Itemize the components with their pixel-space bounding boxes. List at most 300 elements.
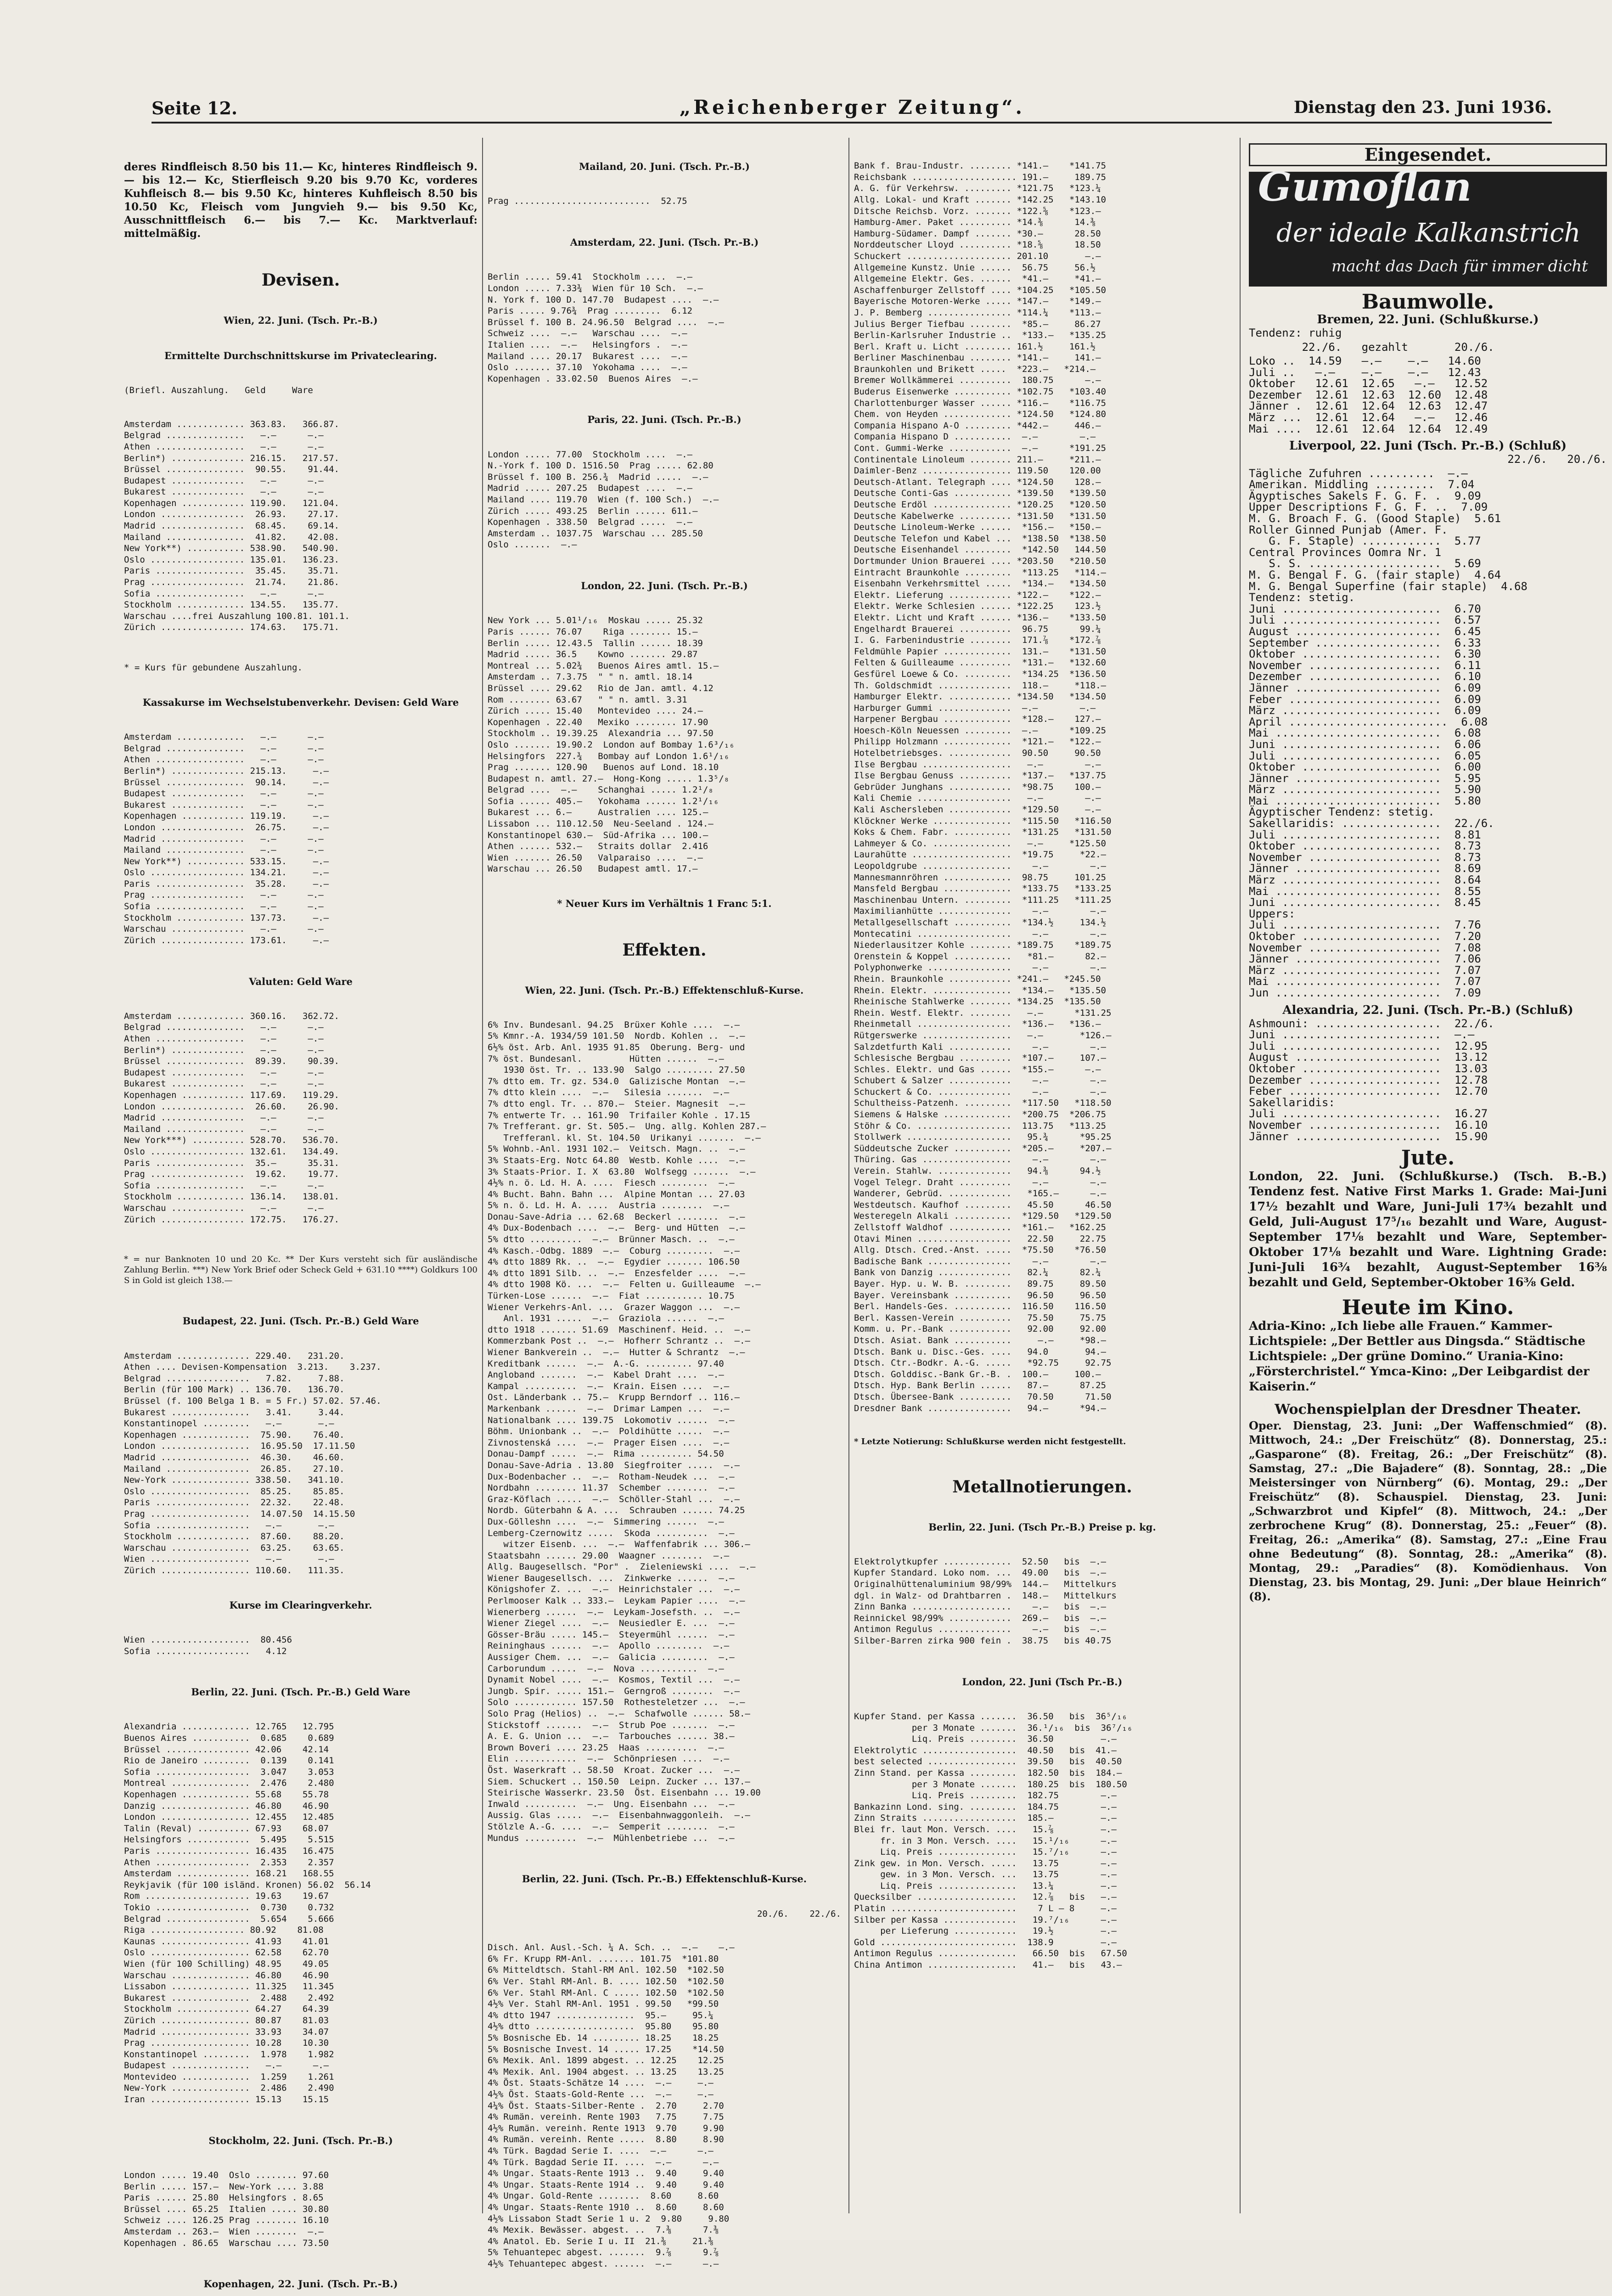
table-row: November .................... 7.08 <box>1249 941 1481 954</box>
table-row: Jungb. Spir. ..... 151.— Gerngroß ........ —.— <box>488 1686 740 1696</box>
table-row: Sofia ...... 405.— Yokohama ...... 1.2¹/₁₆ <box>488 796 719 806</box>
table-row: Laurahütte ................... *19.75 *22.— <box>854 850 1106 860</box>
mailand-heading: Mailand, 20. Juni. (Tsch. Pr.-B.) <box>579 161 750 173</box>
table-row: Trefferanl. kl. St. 104.50 Urikanyi ....... —.— <box>488 1132 761 1143</box>
table-row: Madrid ................ —.— —.— <box>124 1113 324 1123</box>
bremen-table <box>1249 354 1607 433</box>
table-row: Disch. Anl. Ausl.-Sch. ¼ A. Sch. .. —.— —.— <box>488 1942 735 1953</box>
table-row: Paris .................. 22.32. 22.48. <box>124 1497 345 1508</box>
table-row: Juli ........................ 8.81 <box>1249 828 1481 841</box>
table-row: Brüssel ............... 90.14. —.— <box>124 777 329 788</box>
table-row: Madrid ................ —.— —.— <box>124 833 324 844</box>
table-row: Dtsch. Ctr.-Bodkr. A.-G. ..... *92.75 92.75 <box>854 1358 1112 1368</box>
table-row: Rom ........ 63.67 " " n. amtl. 3.31 <box>488 694 687 705</box>
table-row: Buderus Eisenwerke ........... *102.75 *103.40 <box>854 387 1106 397</box>
table-row: Elin ............ —.— Schönpriesen .... —.— <box>488 1754 730 1764</box>
table-row: Athen ...... 532.— Straits dollar 2.416 <box>488 841 708 852</box>
table-row: Berl. Kassen-Verein .......... 75.50 75.75 <box>854 1312 1106 1323</box>
table-row: Konstantinopel 630.— Süd-Afrika ... 100.— <box>488 830 708 840</box>
table-row: fr. in 3 Mon. Versch. .... 15.¹/₁₆ —.— <box>854 1835 1117 1846</box>
column-1 <box>124 138 477 2290</box>
table-row: Zinn Straits .................. 185.— —.— <box>854 1813 1117 1823</box>
table-row: Kopenhagen . 86.65 Warschau .... 73.50 <box>124 2238 329 2248</box>
table-row: Zürich ..... 15.40 Montevideo .... 24.— <box>488 706 703 716</box>
liverpool-column-headers: 22./6. 20./6. <box>1507 453 1607 466</box>
table-row: Liq. Preis ............... 15.⁷/₁₆ —.— <box>854 1847 1117 1857</box>
table-row: Steirische Wasserkr. 23.50 Öst. Eisenbahn ... 19.00 <box>488 1788 761 1798</box>
table-row: Talin (Reval) .......... 67.93 68.07 <box>124 1823 329 1834</box>
table-row: Paris ................. 35.28. —.— <box>124 878 329 889</box>
table-row: Brüssel f. 100 B. 24.96.50 Belgrad .... —.— <box>488 317 724 327</box>
table-row: New York**) ........... 533.15. —.— <box>124 856 329 867</box>
table-row: Kopenhagen ............ 119.90. 121.04. <box>124 498 339 508</box>
table-row: Rom .................... 19.63 19.67 <box>124 1891 329 1902</box>
table-row: Schubert & Salzer ............ —.— —.— <box>854 1075 1106 1086</box>
table-row: Badische Bank ................ —.— —.— <box>854 1256 1106 1266</box>
table-row: 4% Bucht. Bahn. Bahn ... Alpine Montan ... 27.03 <box>488 1189 745 1199</box>
table-row: Brüssel f. 100 B. 256.¾ Madrid ..... —.— <box>488 472 708 482</box>
metall-london-table <box>854 1711 1230 1971</box>
table-row: Amsterdam ............. 360.16. 362.72. <box>124 1011 339 1021</box>
table-row: Amsterdam .. 7.3.75 " " n. amtl. 18.14 <box>488 672 693 682</box>
table-row: Vogel Telegr. Draht .......... —.— —.— <box>854 1177 1106 1187</box>
table-row: Wiener Ziegel .... —.— Neusiedler E. ... —.— <box>488 1618 735 1629</box>
table-row: Kupfer Stand. per Kassa ....... 36.50 bis 36⁵/₁₆ <box>854 1711 1127 1722</box>
table-row: Antimon Regulus .............. —.— bis —.— <box>854 1624 1106 1635</box>
table-row: Prag .................. 19.62. 19.77. <box>124 1169 339 1180</box>
column-rule <box>848 138 849 2213</box>
table-row: Athen ................. —.— —.— <box>124 1034 324 1044</box>
table-row: Ilse Bergbau Genuss .......... *137.— *137.75 <box>854 771 1106 781</box>
table-row: Oktober ..................... 7.20 <box>1249 930 1481 943</box>
table-row: Siem. Schuckert .. 150.50 Leipn. Zucker ... 137.— <box>488 1776 750 1787</box>
table-row: 4% dtto 1908 Kö. ... —.— Felten u. Guilleaume —.— <box>488 1279 761 1290</box>
table-row: 7% Trefferant. gr. St. 505.— Ung. allg. Kohlen 287.— <box>488 1121 766 1132</box>
table-row: Deutsche Kabelwerke .......... *131.50 *131.50 <box>854 511 1106 521</box>
table-row: Bukarest ............... 2.488 2.492 <box>124 1992 334 2003</box>
table-row: Böhm. Unionbank .. —.— Poldihütte ..... —.— <box>488 1426 730 1437</box>
table-row: 6% Mexik. Anl. 1899 abgest. .. 12.25 12.25 <box>488 2055 724 2066</box>
table-row: Wien (für 100 Schilling) 48.95 49.05 <box>124 1958 329 1969</box>
table-row: Gesfürel Loewe & Co. ......... *134.25 *136.50 <box>854 669 1106 679</box>
table-row: Markenbank ...... —.— Drimar Lampen ... —.— <box>488 1403 730 1414</box>
table-row: Jänner ...................... 5.95 <box>1249 771 1481 785</box>
table-row: Wiener Verkehrs-Anl. ... Grazer Waggon ... —.— <box>488 1302 740 1312</box>
table-row: Rhein. Braunkohle ............ *241.— *245.50 <box>854 974 1101 984</box>
table-row: Nordbahn ........ 11.37 Schember ........ —.— <box>488 1483 735 1493</box>
table-row: Brüssel (f. 100 Belga 1 B. = 5 Fr.) 57.02. 57.46. <box>124 1396 382 1407</box>
table-row: Niederlausitzer Kohle ........ *189.75 *189.75 <box>854 940 1112 951</box>
table-row: 4% dtto 1891 Silb. .. —.— Enzesfelder .... —.— <box>488 1268 745 1278</box>
table-row: Hamburg-Südamer. Dampf ....... *30.— 28.50 <box>854 228 1101 239</box>
table-row: 6% Ver. Stahl RM-Anl. C ..... 102.50 *102.50 <box>488 1987 724 1998</box>
table-row: Philipp Holzmann ............. *121.— *122.— <box>854 737 1101 747</box>
table-row: 4% Türk. Bagdad Serie II. .... —.— —.— <box>488 2157 719 2167</box>
table-row: 4½% Ver. Stahl RM-Anl. 1951 . 99.50 *99.50 <box>488 1999 719 2009</box>
table-row: London ..... 77.00 Stockholm .... —.— <box>488 449 693 460</box>
table-row: Lahmeyer & Co. ............... —.— *125.50 <box>854 838 1106 849</box>
table-row: Nationalbank .... 139.75 Lokomotiv ...... —.— <box>488 1415 735 1425</box>
table-row: witzer Eisenb. ... —.— Waffenfabrik ... 306.— <box>488 1539 750 1550</box>
table-row: 4% Rumän. vereinh. Rente ..... 8.80 8.90 <box>488 2134 724 2145</box>
table-row: Hoesch-Köln Neuessen ......... —.— *109.25 <box>854 725 1106 736</box>
table-row: Sofia .................. 4.12 <box>124 1646 287 1656</box>
table-row: Bayerische Motoren-Werke ..... *147.— *149.— <box>854 296 1101 307</box>
table-row: Originalhüttenaluminium 98/99% 144.— Mittelkurs <box>854 1579 1117 1590</box>
table-row: 7% entwerte Tr. .. 161.90 Trifailer Kohle . 17.15 <box>488 1110 750 1120</box>
table-row: Rhein. Elektr. ............... *134.— *135.50 <box>854 985 1106 996</box>
table-row: Kopenhagen . 33.02.50 Buenos Aires —.— <box>488 373 698 384</box>
table-row: Mai ......................... 6.08 <box>1249 726 1481 740</box>
valuten-heading: Valuten: Geld Ware <box>249 975 353 987</box>
table-row: Paris ...... 25.80 Helsingfors . 8.65 <box>124 2193 324 2203</box>
table-row: Rio de Janeiro ......... 0.139 0.141 <box>124 1756 334 1766</box>
table-row: Ost. Länderbank .. 75.— Krupp Berndorf .. 116.— <box>488 1392 740 1403</box>
table-row: Wanderer, Gebrüd. ............ *165.— —.— <box>854 1188 1106 1199</box>
table-row: Öst. Waserkraft .. 58.50 Kroat. Zucker ... —.— <box>488 1765 740 1775</box>
table-row: Allg. Dtsch. Cred.-Anst. ..... *75.50 *76.50 <box>854 1245 1106 1255</box>
ad-subline: macht das Dach für immer dicht <box>1331 257 1588 276</box>
table-row: Silber-Barren zirka 900 fein . 38.75 bis 40.75 <box>854 1636 1112 1646</box>
table-row: Budapest .............. —.— —.— <box>124 1067 324 1078</box>
table-row: Thüring. Gas ................. —.— —.— <box>854 1154 1106 1165</box>
paris-table <box>488 449 841 551</box>
wien-column-headers: (Briefl. Auszahlung. Geld Ware <box>124 385 313 395</box>
table-row: Amsterdam .............. 168.21 168.55 <box>124 1868 334 1879</box>
table-row: Berlin*) .............. —.— —.— <box>124 1045 324 1055</box>
table-row: 4% Mexik. Bewässer. abgest. .. 7.⅜ 7.⅜ <box>488 2225 719 2235</box>
table-row: 4% Kasch.-Odbg. 1889 —.— Coburg ......... —.— <box>488 1245 740 1256</box>
table-row: 4% Öst. Staats-Schätze 14 .... —.— —.— <box>488 2078 713 2088</box>
london-note: * Neuer Kurs im Verhältnis 1 Franc 5:1. <box>557 898 772 910</box>
table-row: Warschau ............... 46.80 46.90 <box>124 1970 329 1981</box>
table-row: Th. Goldschmidt .............. 118.— *118.— <box>854 680 1106 691</box>
table-row: Dux-Gölleshn .... —.— Simmering ...... —.— <box>488 1516 724 1527</box>
table-row: Braunkohlen und Brikett ..... *223.— *214.— <box>854 364 1096 374</box>
table-row: Riga .................. 80.92 81.08 <box>124 1925 324 1936</box>
table-row: Liq. Preis ......... 182.75 —.— <box>854 1790 1117 1801</box>
table-row: I. G. Farbenindustrie ........ 171.⅞ *172.⅞ <box>854 635 1101 646</box>
table-row: Jänner . 12.61 12.64 12.63 12.47 <box>1249 400 1488 413</box>
alexandria-table <box>1249 1017 1607 1141</box>
table-row: G. F. Staple) ............ 5.77 <box>1249 535 1481 548</box>
table-row: Rhein. Westf. Elektr. ........ —.— *131.25 <box>854 1007 1112 1018</box>
london-heading: London, 22. Juni. (Tsch. Pr.-B.) <box>581 580 748 592</box>
ad-slogan: der ideale Kalkanstrich <box>1276 218 1581 248</box>
mailand-table <box>488 196 841 207</box>
table-row: N. York f. 100 D. 147.70 Budapest .... —.— <box>488 294 719 305</box>
table-row: Lissabon ............... 11.325 11.345 <box>124 1981 334 1992</box>
jute-heading: Jute. <box>1401 1146 1455 1170</box>
table-row: Bank von Danzig .............. 82.¼ 82.¼ <box>854 1267 1101 1278</box>
table-row: März ........................ 5.90 <box>1249 783 1481 796</box>
table-row: per 3 Monate ....... 36.¹/₁₆ bis 36⁷/₁₆ <box>854 1722 1133 1733</box>
table-row: China Antimon ................. 41.— bis 43.— <box>854 1960 1122 1970</box>
table-row: Platin ........................ 7 L — 8 —.— <box>854 1903 1117 1914</box>
table-row: Oslo .................. 135.01. 136.23. <box>124 554 339 565</box>
table-row: Hamburg-Amer. Paket .......... *14.⅜ 14.⅜ <box>854 217 1096 228</box>
table-row: Schuckert & Co. .............. —.— —.— <box>854 1086 1106 1097</box>
table-row: September ................... 6.33 <box>1249 636 1481 649</box>
table-row: Kampal .......... —.— Krain. Eisen .... —.— <box>488 1381 730 1391</box>
table-row: Feber ....................... 12.70 <box>1249 1085 1488 1098</box>
table-row: Hotelbetriebsges. ............ 90.50 90.50 <box>854 748 1101 759</box>
wien-table <box>124 419 477 633</box>
table-row: M. G. Broach F. G. (Good Staple) 5.61 <box>1249 512 1501 525</box>
table-row: Kopenhagen . 338.50 Belgrad ..... —.— <box>488 517 693 528</box>
table-row: Mai .... 12.61 12.64 12.64 12.49 <box>1249 422 1488 435</box>
table-row: Bremer Wollkämmerei .......... 180.75 —.— <box>854 375 1101 386</box>
table-row: Blei fr. laut Mon. Versch. .... 15.⅞ —.— <box>854 1824 1117 1835</box>
table-row: Berlin ..... 59.41 Stockholm .... —.— <box>488 272 693 282</box>
table-row: 5% Bosnische Eb. 14 ......... 18.25 18.25 <box>488 2033 719 2043</box>
table-row: Zivnostenská .... —.— Prager Eisen .... —.— <box>488 1437 730 1448</box>
table-row: Harburger Gummi .............. —.— —.— <box>854 703 1096 713</box>
table-row: Brüssel .... 65.25 Italien ..... 30.80 <box>124 2204 329 2214</box>
table-row: 5% Kmnr.-A. 1934/59 101.50 Nordb. Kohlen .. —.— <box>488 1031 745 1041</box>
table-row: London ................. 16.95.50 17.11.50 <box>124 1441 355 1452</box>
table-row: Oslo ................... 85.25. 85.85. <box>124 1486 345 1497</box>
table-row: Dtsch. Hyp. Bank Berlin ...... 87.— 87.25 <box>854 1380 1106 1391</box>
stockholm-heading: Stockholm, 22. Juni. (Tsch. Pr.-B.) <box>208 2134 393 2146</box>
berlin-heading: Berlin, 22. Juni. (Tsch. Pr.-B.) Geld Ware <box>191 1686 410 1698</box>
table-row: Bukarest .............. —.— —.— <box>124 487 324 497</box>
column-rule <box>482 138 483 2213</box>
table-row: Berlin ..... 157.— New-York .... 3.88 <box>124 2181 324 2192</box>
table-row: Zürich ..... 493.25 Berlin ...... 611.— <box>488 506 698 516</box>
table-row: 6% Ver. Stahl RM-Anl. B. .... 102.50 *102.50 <box>488 1976 724 1987</box>
table-row: Berliner Maschinenbau ........ *141.— 141.— <box>854 353 1101 363</box>
table-row: Gold .......................... 138.9 —.— <box>854 1937 1117 1947</box>
table-row: Donau-Save-Adria ... 62.68 Beckerl ........ —.— <box>488 1211 745 1222</box>
table-row: Stickstoff ....... —.— Strub Poe ....... —.— <box>488 1720 735 1730</box>
table-row: 5% Wohnb.-Anl. 1931 102.— Veitsch. Magn. .. —.— <box>488 1144 745 1154</box>
table-row: Upper Descriptions F. G. F. .. 7.09 <box>1249 501 1488 514</box>
table-row: Lemberg-Czernowitz ..... Skoda .......... —.— <box>488 1528 735 1538</box>
table-row: Graz-Köflach ..... —.— Schöller-Stahl ... —.— <box>488 1494 740 1504</box>
valuten-table <box>124 1011 477 1225</box>
table-row: Reykjavik (für 100 isländ. Kronen) 56.02 56.14 <box>124 1880 371 1890</box>
table-row: Continentale Linoleum ........ 211.— *211.— <box>854 454 1101 465</box>
table-row: 5% Tehuantepec abgest. ....... 9.⅞ 9.⅞ <box>488 2247 719 2258</box>
table-row: Amerikan. Middling ......... 7.04 <box>1249 478 1475 491</box>
table-row: 4½% n. ö. Ld. H. A. .... Fiesch ......... —.— <box>488 1178 735 1188</box>
table-row: S. S. .................... 5.69 <box>1249 557 1481 570</box>
table-row: Chem. von Heyden ............. *124.50 *124.80 <box>854 409 1106 420</box>
table-row: Daimler-Benz ................. 119.50 120.00 <box>854 466 1101 476</box>
table-row: 5% Bosnische Invest. 14 ..... 17.25 *14.50 <box>488 2044 724 2054</box>
effekten-table <box>488 1019 841 1844</box>
table-row: Warschau .............. —.— —.— <box>124 924 324 934</box>
meat-market-text: deres Rindfleisch 8.50 bis 11.— Kc, hinteres Rindfleisch 9.— bis 12.— Kc, Stierfleisch 9.20 bis 9.70 Kc, vorderes Kuhfleisch 8.— bis 9.50 Kc, hinteres Kuhfleisch 8.50 bis 10.50 Kc, Fleisch vom Jungvieh 9.— bis 9.50 Kc, Ausschnittfleisch 6.— bis 7.— Kc. Marktverlauf: mittelmäßig. <box>124 161 477 240</box>
table-row: Siemens & Halske ............. *200.75 *206.75 <box>854 1109 1106 1120</box>
table-row: Angloband ....... —.— Kabel Draht .... —.— <box>488 1370 724 1380</box>
table-row: 4% dtto 1947 ............... 95.— 95.¼ <box>488 2010 713 2020</box>
table-row: Prag .......................... 52.75 <box>488 196 687 207</box>
table-row: 4½% Öst. Staats-Gold-Rente ... —.— —.— <box>488 2089 713 2099</box>
table-row: M. G. Bengal Superfine (fair staple) 4.68 <box>1249 580 1528 593</box>
table-row: Paris ..... 9.76¾ Prag ......... 6.12 <box>488 306 693 316</box>
table-row: Stockholm ............. 136.14. 138.01. <box>124 1192 339 1202</box>
table-row: Ashmouni: ................... 22./6. <box>1249 1017 1494 1030</box>
table-row: Sofia .................. —.— —.— <box>124 1520 334 1531</box>
berlin-effekten-heading: Berlin, 22. Juni. (Tsch. Pr.-B.) Effektenschluß-Kurse. <box>522 1873 807 1885</box>
table-row: Dtsch. Asiat. Bank ........... —.— *98.— <box>854 1335 1106 1345</box>
table-row: London ..... 19.40 Oslo ........ 97.60 <box>124 2170 329 2181</box>
table-row: Schweiz .... —.— Warschau .... —.— <box>488 328 687 339</box>
table-row: Madrid ..... 207.25 Budapest .... —.— <box>488 483 693 494</box>
table-row: Zinn Banka ................... —.— bis —.— <box>854 1602 1106 1612</box>
table-row: Salzdetfurth Kali ............ —.— —.— <box>854 1041 1106 1052</box>
metall-berlin-heading: Berlin, 22. Juni. (Tsch Pr.-B.) Preise p. kg. <box>928 1521 1156 1533</box>
table-row: Berl. Handels-Ges. ........... 116.50 116.50 <box>854 1301 1106 1312</box>
table-row: Sofia ................. —.— —.— <box>124 1180 324 1191</box>
table-row: Italien .... —.— Helsingfors . —.— <box>488 339 687 350</box>
table-row: gew. in 3 Mon. Versch. ... 13.75 —.— <box>854 1869 1117 1880</box>
table-row: Deutsche Linoleum-Werke ...... *156.— *150.— <box>854 522 1101 533</box>
table-row: London ................ 26.60. 26.90. <box>124 1101 339 1112</box>
table-row: Dezember 12.61 12.63 12.60 12.48 <box>1249 388 1488 401</box>
table-row: Westdeutsch. Kaufhof ......... 45.50 46.50 <box>854 1199 1112 1210</box>
table-row: Bayer. Hyp. u. W. B. ......... 89.75 89.50 <box>854 1278 1106 1289</box>
table-row: Oslo ................... 62.58 62.70 <box>124 1947 329 1958</box>
stockholm-table <box>124 2170 477 2249</box>
table-row: Juli ........................ 7.76 <box>1249 918 1481 932</box>
table-row: Konstantinopel ......... —.— —.— <box>124 1418 334 1429</box>
table-row: Wien ....... 26.50 Valparaiso .... —.— <box>488 852 703 863</box>
table-row: 4% Anatol. Eb. Serie I u. II 21.⅜ 21.⅜ <box>488 2236 713 2246</box>
table-row: Liq. Preis ............... 13.¼ —.— <box>854 1880 1117 1891</box>
table-row: 4% Mexik. Anl. 1904 abgest. .. 13.25 13.25 <box>488 2066 724 2077</box>
table-row: Oslo .................. 132.61. 134.49. <box>124 1146 339 1157</box>
table-row: Kupfer Standard. Loko nom. ... 49.00 bis —.— <box>854 1568 1106 1578</box>
table-row: 4% Ungar. Gold-Rente ........ 8.60 8.60 <box>488 2191 719 2201</box>
table-row: Felten & Guilleaume .......... *131.— *132.60 <box>854 658 1106 668</box>
table-row: Prag .................. —.— —.— <box>124 890 324 900</box>
metall-london-heading: London, 22. Juni (Tsch Pr.-B.) <box>962 1676 1123 1688</box>
table-row: Gebrüder Junghans ............ *98.75 100.— <box>854 782 1101 792</box>
table-row: Oktober ..................... 6.30 <box>1249 647 1481 661</box>
table-row: Prag ................... 14.07.50 14.15.50 <box>124 1508 355 1519</box>
table-row: 1930 öst. Tr. .. 133.90 Salgo ......... 27.50 <box>488 1065 745 1075</box>
table-row: Elektr. Licht und Kraft ...... *136.— *133.50 <box>854 612 1106 623</box>
table-row: Carborundum ..... —.— Nova ........... —.— <box>488 1663 724 1674</box>
kopenhagen-heading: Kopenhagen, 22. Juni. (Tsch. Pr.-B.) <box>203 2278 398 2290</box>
table-row: dtto 1918 ....... 51.69 Maschinenf. Heid. .. —.— <box>488 1324 750 1335</box>
table-row: Montreal ............... 2.476 2.480 <box>124 1778 334 1789</box>
bremen-heading: Bremen, 22. Juni. (Schlußkurse.) <box>1317 313 1539 326</box>
table-row: Kopenhagen ............ 119.19. —.— <box>124 811 329 822</box>
table-row: Allgemeine Elektr. Ges. ...... *41.— *41.— <box>854 274 1101 284</box>
table-row: London ................ 26.75. —.— <box>124 822 329 833</box>
valuten-notes: * = nur Banknoten 10 und 20 Kc. ** Der Kurs versteht sich für ausländische Zahlung Berlin. ***) New York Brief oder Scheck Geld + 631.10 ****) Goldkurs 100 S in Gold ist gleich 138.— <box>124 1255 477 1286</box>
paris-heading: Paris, 22. Juni. (Tsch. Pr.-B.) <box>587 414 741 426</box>
amsterdam-table <box>488 271 841 384</box>
shares-note: * Letzte Notierung: Schlußkurse werden nicht festgestellt. <box>854 1437 1126 1447</box>
table-row: Jänner ...................... 8.69 <box>1249 862 1481 875</box>
column-2 <box>488 138 841 2269</box>
table-row: Stockholm ............. 134.55. 135.77. <box>124 600 339 610</box>
bremen-tendency: Tendenz: ruhig <box>1249 326 1342 339</box>
table-row: Zürich ................ 172.75. 176.27. <box>124 1214 339 1225</box>
table-row: Deutsche Erdöl ............... *120.25 *120.50 <box>854 500 1106 510</box>
table-row: Juli ........................ 16.27 <box>1249 1107 1488 1120</box>
table-row: Tägliche Zufuhren .......... —.— <box>1249 467 1468 480</box>
table-row: Elektr. Lieferung ............ *122.— *122.— <box>854 590 1101 600</box>
table-row: Zürich ................ 174.63. 175.71. <box>124 622 339 633</box>
table-row: Central Provinces Oomra Nr. 1 <box>1249 546 1442 559</box>
table-row: Perlmooser Kalk .. 333.— Leykam Papier .... —.— <box>488 1596 745 1606</box>
table-row: Warschau ............... 63.25. 63.65. <box>124 1542 345 1553</box>
table-row: Mai ......................... 8.55 <box>1249 884 1481 898</box>
table-row: Oktober ..................... 13.03 <box>1249 1062 1488 1075</box>
table-row: Jun ......................... 7.09 <box>1249 986 1481 999</box>
table-row: Amsterdam .............. 229.40. 231.20. <box>124 1351 345 1361</box>
table-row: Deutsche Telefon und Kabel ... *138.50 *138.50 <box>854 533 1106 544</box>
table-row: Paris .................. 16.435 16.475 <box>124 1846 334 1856</box>
theater-schedule: Oper. Dienstag, 23. Juni: „Der Waffenschmied“ (8). Mittwoch, 24.: „Der Freischütz“ (8). Donnerstag, 25.: „Gasparone“ (8). Freitag, 26.: „Der Freischütz“ (8). Samstag, 27.: „Die Bajadere“ (8). Sonntag, 28.: „Die Meistersinger von Nürnberg“ (6). Montag, 29.: „Der Freischütz“ (8). Schauspiel. Dienstag, 23. Juni: „Schwarzbrot und Kipfel“ (8). Mittwoch, 24.: „Der zerbrochene Krug“ (8). Donnerstag, 25.: „Feuer“ (8). Freitag, 26.: „Amerika“ (8). Samstag, 27.: „Eine Frau ohne Bedeutung“ (8). Sonntag, 28.: „Amerika“ (8). Montag, 29.: „Paradies“ (8). Komödienhaus. Von Dienstag, 23. bis Montag, 29. Juni: „Der blaue Heinrich“ (8). <box>1249 1419 1607 1604</box>
table-row: New York ... 5.01¹/₁₆ Moskau ..... 25.32 <box>488 615 703 626</box>
table-row: Nordb. Güterbahn & A. ... Schrauben ...... 74.25 <box>488 1505 745 1516</box>
table-row: Berlin-Karlsruher Industrie .. *133.— *135.25 <box>854 330 1106 341</box>
table-row: A. G. für Verkehrsw. ......... *121.75 *123.¼ <box>854 183 1101 194</box>
table-row: Kopenhagen ............ 117.69. 119.29. <box>124 1090 339 1100</box>
table-row: 6% Mitteldtsch. Stahl-RM Anl. 102.50 *102.50 <box>488 1965 724 1975</box>
table-row: Donau-Dampf ..... —.— Rima .......... 54.50 <box>488 1449 724 1459</box>
table-row: 4% Rumän. vereinh. Rente 1903 7.75 7.75 <box>488 2112 724 2122</box>
table-row: Juni ........................ 6.70 <box>1249 602 1481 615</box>
table-row: per 3 Monate ....... 180.25 bis 180.50 <box>854 1779 1127 1790</box>
table-row: Montevideo ............. 1.259 1.261 <box>124 2071 334 2082</box>
table-row: Sakellaridis: ............... 22./6. <box>1249 817 1494 830</box>
berlin-effekten-column-headers: 20./6. 22./6. <box>757 1908 841 1919</box>
table-row: Zellstoff Waldhof ............ *161.— *162.25 <box>854 1222 1106 1232</box>
table-row: Juni ........................ —.— <box>1249 1028 1475 1041</box>
table-row: Stollwerk .................... 95.¾ *95.25 <box>854 1132 1112 1142</box>
table-row: Mannesmannröhren ............. 98.75 101.25 <box>854 872 1106 883</box>
budapest-heading: Budapest, 22. Juni. (Tsch. Pr.-B.) Geld Ware <box>182 1315 419 1327</box>
table-row: Konstantinopel ......... 1.978 1.982 <box>124 2049 334 2060</box>
table-row: Jänner ...................... 6.09 <box>1249 681 1481 694</box>
table-row: Iran ................... 15.13 15.15 <box>124 2094 329 2105</box>
alexandria-heading: Alexandria, 22. Juni. (Tsch. Pr.-B.) (Schluß) <box>1282 1003 1573 1017</box>
table-row: Inwald .......... —.— Ung. Eisenbahn ... —.— <box>488 1799 735 1809</box>
table-row: Oslo ....... 37.10 Yokohama .... —.— <box>488 362 687 373</box>
table-row: Dux-Bodenbacher .. —.— Rotham-Neudek ... —.— <box>488 1471 735 1482</box>
table-row: Stölzle A.-G. .... —.— Semperit ........ —.— <box>488 1821 735 1832</box>
table-row: Oktober ..................... 6.00 <box>1249 760 1481 774</box>
table-row: New York**) ........... 538.90. 540.90. <box>124 543 339 554</box>
table-row: Belgrad ................ 5.654 5.666 <box>124 1913 334 1924</box>
table-row: Eisenbahn Verkehrsmittel ..... *134.— *134.50 <box>854 579 1106 589</box>
table-row: Berlin*) .............. 215.13. —.— <box>124 765 329 776</box>
table-row: Metallgesellschaft ........... *134.½ 134.½ <box>854 917 1106 928</box>
table-row: Amsterdam ............. —.— —.— <box>124 732 324 743</box>
table-row: Aussig. Glas ..... —.— Eisenbahnwaggonleih. —.— <box>488 1810 750 1821</box>
table-row: Schweiz .... 126.25 Prag ........ 16.10 <box>124 2215 329 2226</box>
table-row: Zinn Stand. per Kassa ......... 182.50 bis 184.— <box>854 1767 1122 1778</box>
table-row: Donau-Save-Adria . 13.80 Siegfroiter ..... —.— <box>488 1460 740 1470</box>
table-row: Amsterdam .. 1037.75 Warschau ... 285.50 <box>488 528 703 539</box>
table-row: Cont. Gummi-Werke ............ —.— *191.25 <box>854 443 1106 454</box>
table-row: Koks & Chem. Fabr. ........... *131.25 *131.50 <box>854 827 1112 838</box>
page-number: Seite 12. <box>152 98 238 118</box>
table-row: New-York ............... 338.50. 341.10. <box>124 1475 345 1486</box>
budapest-table <box>124 1351 477 1576</box>
table-row: per Lieferung ............ 19.½ —.— <box>854 1926 1117 1936</box>
liverpool-heading: Liverpool, 22. Juni (Tsch. Pr.-B.) (Schluß) <box>1289 439 1567 453</box>
table-row: Sofia .................. 3.047 3.053 <box>124 1767 334 1777</box>
